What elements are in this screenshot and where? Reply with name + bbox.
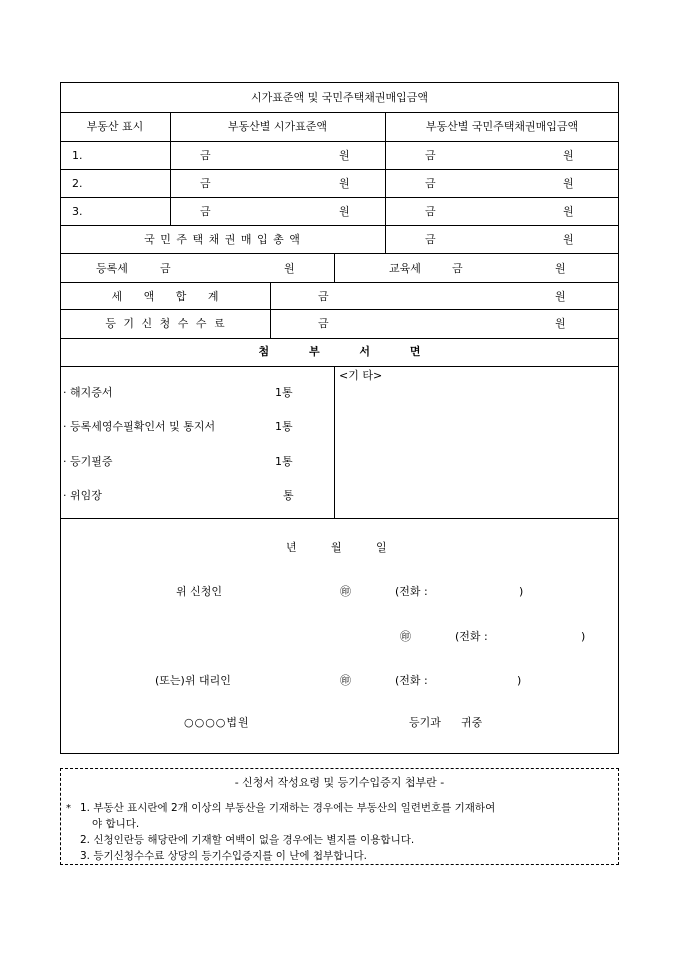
row-won-standard: 원	[339, 205, 350, 218]
notes-item: 야 합니다.	[92, 818, 140, 830]
applicant-phone-close: )	[519, 585, 524, 598]
attachment-item: · 등록세영수필확인서 및 통지서	[63, 420, 216, 433]
row-won-bond: 원	[563, 205, 574, 218]
agent-label: (또는)위 대리인	[155, 674, 231, 687]
applicant-phone-open: (전화 :	[395, 585, 428, 598]
date-year: 년	[286, 541, 297, 554]
bond-total-geum: 금	[425, 233, 436, 246]
applicant-seal: ㊞	[340, 585, 351, 598]
tax-total-geum: 금	[318, 290, 329, 303]
applicant2-seal: ㊞	[400, 630, 411, 643]
registration-tax-label: 등록세	[96, 262, 128, 275]
notes-bullet: *	[66, 803, 71, 814]
court-honorific: 귀중	[461, 716, 483, 729]
attachment-item: · 해지증서	[63, 386, 113, 399]
bond-total-won: 원	[563, 233, 574, 246]
applicant2-phone-close: )	[581, 630, 586, 643]
notes-item: 2. 신청인란등 해당란에 기재할 여백이 없을 경우에는 별지를 이용합니다.	[80, 834, 415, 846]
header-bond-amount: 부동산별 국민주택채권매입금액	[425, 120, 579, 133]
fee-geum: 금	[318, 317, 329, 330]
row-geum-bond: 금	[425, 205, 436, 218]
notes-item: 1. 부동산 표시란에 2개 이상의 부동산을 기재하는 경우에는 부동산의 일련번호를 기재하여	[80, 802, 496, 814]
tax-total-label: 세 액 합 계	[111, 290, 219, 303]
attachment-item: · 등기필증	[63, 455, 113, 468]
attachments-title: 첨 부 서 면	[258, 345, 421, 358]
date-month: 월	[331, 541, 342, 554]
row-geum-standard: 금	[200, 149, 211, 162]
other-label: <기 타>	[339, 369, 383, 382]
attachment-count: 1통	[275, 455, 293, 468]
attachment-count: 1통	[275, 386, 293, 399]
attachment-count: 통	[283, 489, 294, 502]
header-property: 부동산 표시	[86, 120, 144, 133]
row-number: 2.	[72, 177, 83, 190]
row-won-bond: 원	[563, 177, 574, 190]
education-tax-geum: 금	[452, 262, 463, 275]
agent-seal: ㊞	[340, 674, 351, 687]
attachment-count: 1통	[275, 420, 293, 433]
education-tax-label: 교육세	[389, 262, 421, 275]
row-won-bond: 원	[563, 149, 574, 162]
row-number: 1.	[72, 149, 83, 162]
notes-title: - 신청서 작성요령 및 등기수입증지 첩부란 -	[234, 776, 445, 789]
row-won-standard: 원	[339, 149, 350, 162]
agent-phone-close: )	[517, 674, 522, 687]
tax-total-won: 원	[555, 290, 566, 303]
table-title: 시가표준액 및 국민주택채권매입금액	[250, 91, 428, 104]
row-geum-bond: 금	[425, 149, 436, 162]
court-registry: 등기과	[409, 716, 441, 729]
row-won-standard: 원	[339, 177, 350, 190]
court-name: ○○○○법원	[184, 716, 250, 729]
applicant-label: 위 신청인	[176, 585, 223, 598]
row-number: 3.	[72, 205, 83, 218]
fee-label: 등 기 신 청 수 수 료	[105, 317, 225, 330]
header-standard-value: 부동산별 시가표준액	[227, 120, 328, 133]
attachment-item: · 위임장	[63, 489, 102, 502]
row-geum-standard: 금	[200, 205, 211, 218]
fee-won: 원	[555, 317, 566, 330]
notes-item: 3. 등기신청수수료 상당의 등기수입증지를 이 난에 첩부합니다.	[80, 850, 367, 862]
row-geum-standard: 금	[200, 177, 211, 190]
agent-phone-open: (전화 :	[395, 674, 428, 687]
row-geum-bond: 금	[425, 177, 436, 190]
registration-tax-won: 원	[284, 262, 295, 275]
education-tax-won: 원	[555, 262, 566, 275]
registration-tax-geum: 금	[160, 262, 171, 275]
bond-total-label: 국 민 주 택 채 권 매 입 총 액	[144, 233, 301, 246]
applicant2-phone-open: (전화 :	[455, 630, 488, 643]
date-day: 일	[376, 541, 387, 554]
